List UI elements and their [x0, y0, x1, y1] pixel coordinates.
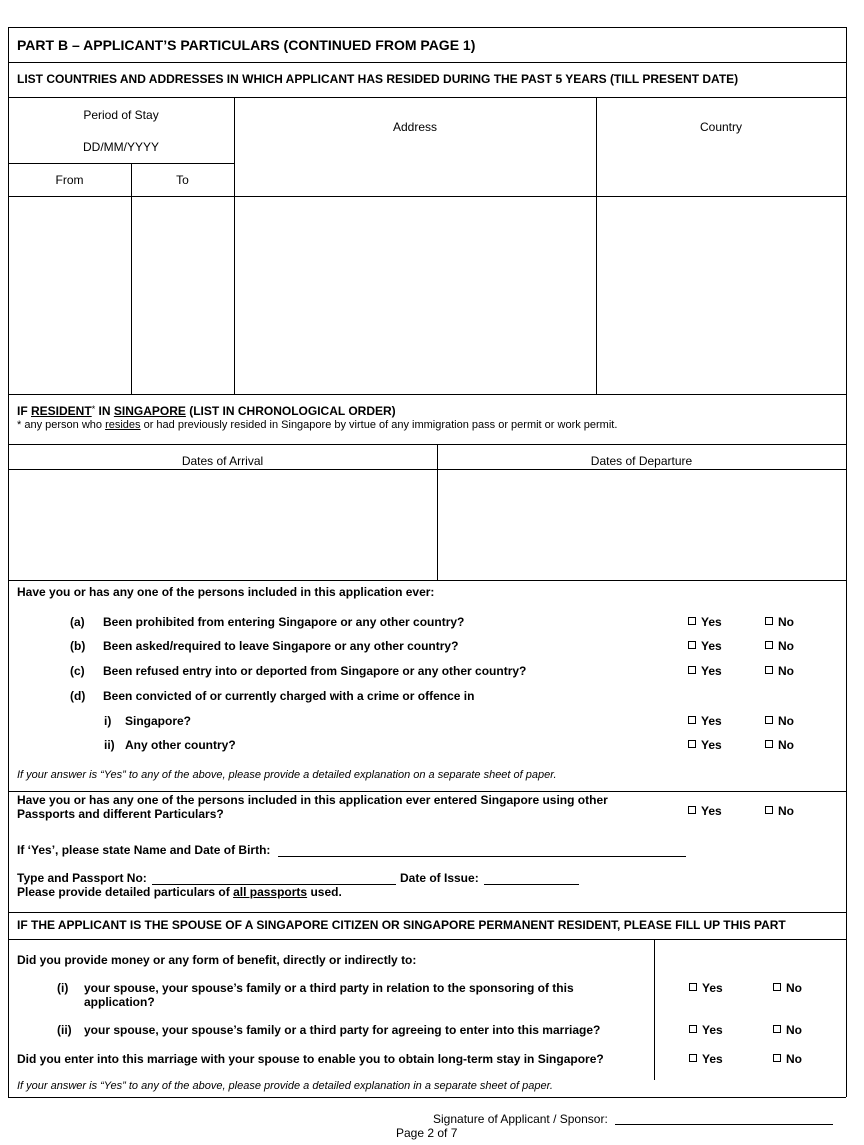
departure-dates-field[interactable] [438, 470, 845, 579]
page-number: Page 2 of 7 [396, 1126, 458, 1140]
spouse-note: If your answer is “Yes” to any of the above, please provide a detailed explanation in a separate sheet of paper. [17, 1080, 553, 1092]
history-subitem-ii-num: ii) [104, 738, 115, 752]
arrival-label: Dates of Arrival [181, 454, 264, 468]
history-a-yes-checkbox[interactable]: Yes [688, 615, 722, 629]
resident-note: * any person who resides or had previously resided in Singapore by virtue of any immigration pass or permit or work permit. [17, 419, 618, 431]
history-note: If your answer is “Yes” to any of the above, please provide a detailed explanation on a separate sheet of paper. [17, 769, 557, 781]
history-item-b-text: Been asked/required to leave Singapore or any other country? [103, 639, 459, 653]
spouse-question: Did you provide money or any form of benefit, directly or indirectly to: [17, 953, 417, 967]
marriage-no-checkbox[interactable]: No [773, 1052, 802, 1066]
history-item-a-num: (a) [70, 615, 85, 629]
spouse-heading: IF THE APPLICANT IS THE SPOUSE OF A SINGAPORE CITIZEN OR SINGAPORE PERMANENT RESIDENT, PLEASE FILL UP THIS PART [17, 918, 786, 932]
resident-heading: IF RESIDENT* IN SINGAPORE (LIST IN CHRONOLOGICAL ORDER) [17, 404, 396, 418]
history-c-yes-checkbox[interactable]: Yes [688, 664, 722, 678]
issue-date-field[interactable] [484, 884, 579, 885]
to-label: To [176, 173, 189, 187]
passports-provide-note: Please provide detailed particulars of all passports used. [17, 885, 342, 899]
history-subitem-i-text: Singapore? [125, 714, 192, 728]
frame-right [846, 27, 847, 1097]
period-of-stay-label: Period of Stay [83, 108, 159, 122]
spouse-ii-no-checkbox[interactable]: No [773, 1023, 802, 1037]
history-subitem-ii-text: Any other country? [125, 738, 236, 752]
passports-yes-checkbox[interactable]: Yes [688, 804, 722, 818]
history-item-b-num: (b) [70, 639, 86, 653]
passports-question-line2: Passports and different Particulars? [17, 807, 224, 821]
history-d-ii-no-checkbox[interactable]: No [765, 738, 794, 752]
arrival-dates-field[interactable] [9, 470, 436, 579]
spouse-item-ii-num: (ii) [57, 1023, 72, 1037]
issue-date-label: Date of Issue: [400, 871, 479, 885]
spouse-item-ii-line1: your spouse, your spouse’s family or a third party for agreeing to enter into this marriage? [84, 1023, 601, 1037]
history-item-d-text: Been convicted of or currently charged with a crime or offence in [103, 689, 475, 703]
country-field[interactable] [597, 197, 845, 393]
history-item-c-text: Been refused entry into or deported from Singapore or any other country? [103, 664, 527, 678]
marriage-question: Did you enter into this marriage with your spouse to enable you to obtain long-term stay in Singapore? [17, 1052, 604, 1066]
passports-question-line1: Have you or has any one of the persons included in this application ever entered Singapore using other [17, 793, 608, 807]
frame-bottom [8, 1097, 846, 1098]
history-c-no-checkbox[interactable]: No [765, 664, 794, 678]
history-item-d-num: (d) [70, 689, 86, 703]
country-label: Country [699, 120, 743, 134]
from-date-field[interactable] [9, 197, 130, 393]
signature-field[interactable] [615, 1124, 833, 1125]
date-format-label: DD/MM/YYYY [82, 140, 159, 154]
history-item-c-num: (c) [70, 664, 85, 678]
spouse-item-i-line1: your spouse, your spouse’s family or a third party in relation to the sponsoring of this [84, 981, 574, 995]
frame-top [8, 27, 846, 28]
history-d-ii-yes-checkbox[interactable]: Yes [688, 738, 722, 752]
residence-heading: LIST COUNTRIES AND ADDRESSES IN WHICH APPLICANT HAS RESIDED DURING THE PAST 5 YEARS (TILL PRESENT DATE) [17, 72, 739, 86]
signature-label: Signature of Applicant / Sponsor: [433, 1112, 608, 1126]
passport-type-label: Type and Passport No: [17, 871, 147, 885]
address-field[interactable] [235, 197, 595, 393]
history-a-no-checkbox[interactable]: No [765, 615, 794, 629]
name-dob-label: If ‘Yes’, please state Name and Date of Birth: [17, 843, 271, 857]
history-b-yes-checkbox[interactable]: Yes [688, 639, 722, 653]
departure-label: Dates of Departure [590, 454, 693, 468]
spouse-item-i-line2: application? [84, 995, 155, 1009]
to-date-field[interactable] [132, 197, 233, 393]
spouse-item-i-num: (i) [57, 981, 69, 995]
spouse-i-no-checkbox[interactable]: No [773, 981, 802, 995]
passports-no-checkbox[interactable]: No [765, 804, 794, 818]
spouse-ii-yes-checkbox[interactable]: Yes [689, 1023, 723, 1037]
history-item-a-text: Been prohibited from entering Singapore or any other country? [103, 615, 465, 629]
address-label: Address [392, 120, 438, 134]
history-subitem-i-num: i) [104, 714, 112, 728]
history-d-i-no-checkbox[interactable]: No [765, 714, 794, 728]
spouse-i-yes-checkbox[interactable]: Yes [689, 981, 723, 995]
marriage-yes-checkbox[interactable]: Yes [689, 1052, 723, 1066]
history-b-no-checkbox[interactable]: No [765, 639, 794, 653]
history-question: Have you or has any one of the persons included in this application ever: [17, 585, 435, 599]
from-label: From [55, 173, 84, 187]
part-title: PART B – APPLICANT’S PARTICULARS (CONTINUED FROM PAGE 1) [17, 37, 476, 53]
history-d-i-yes-checkbox[interactable]: Yes [688, 714, 722, 728]
name-dob-field[interactable] [278, 856, 686, 857]
